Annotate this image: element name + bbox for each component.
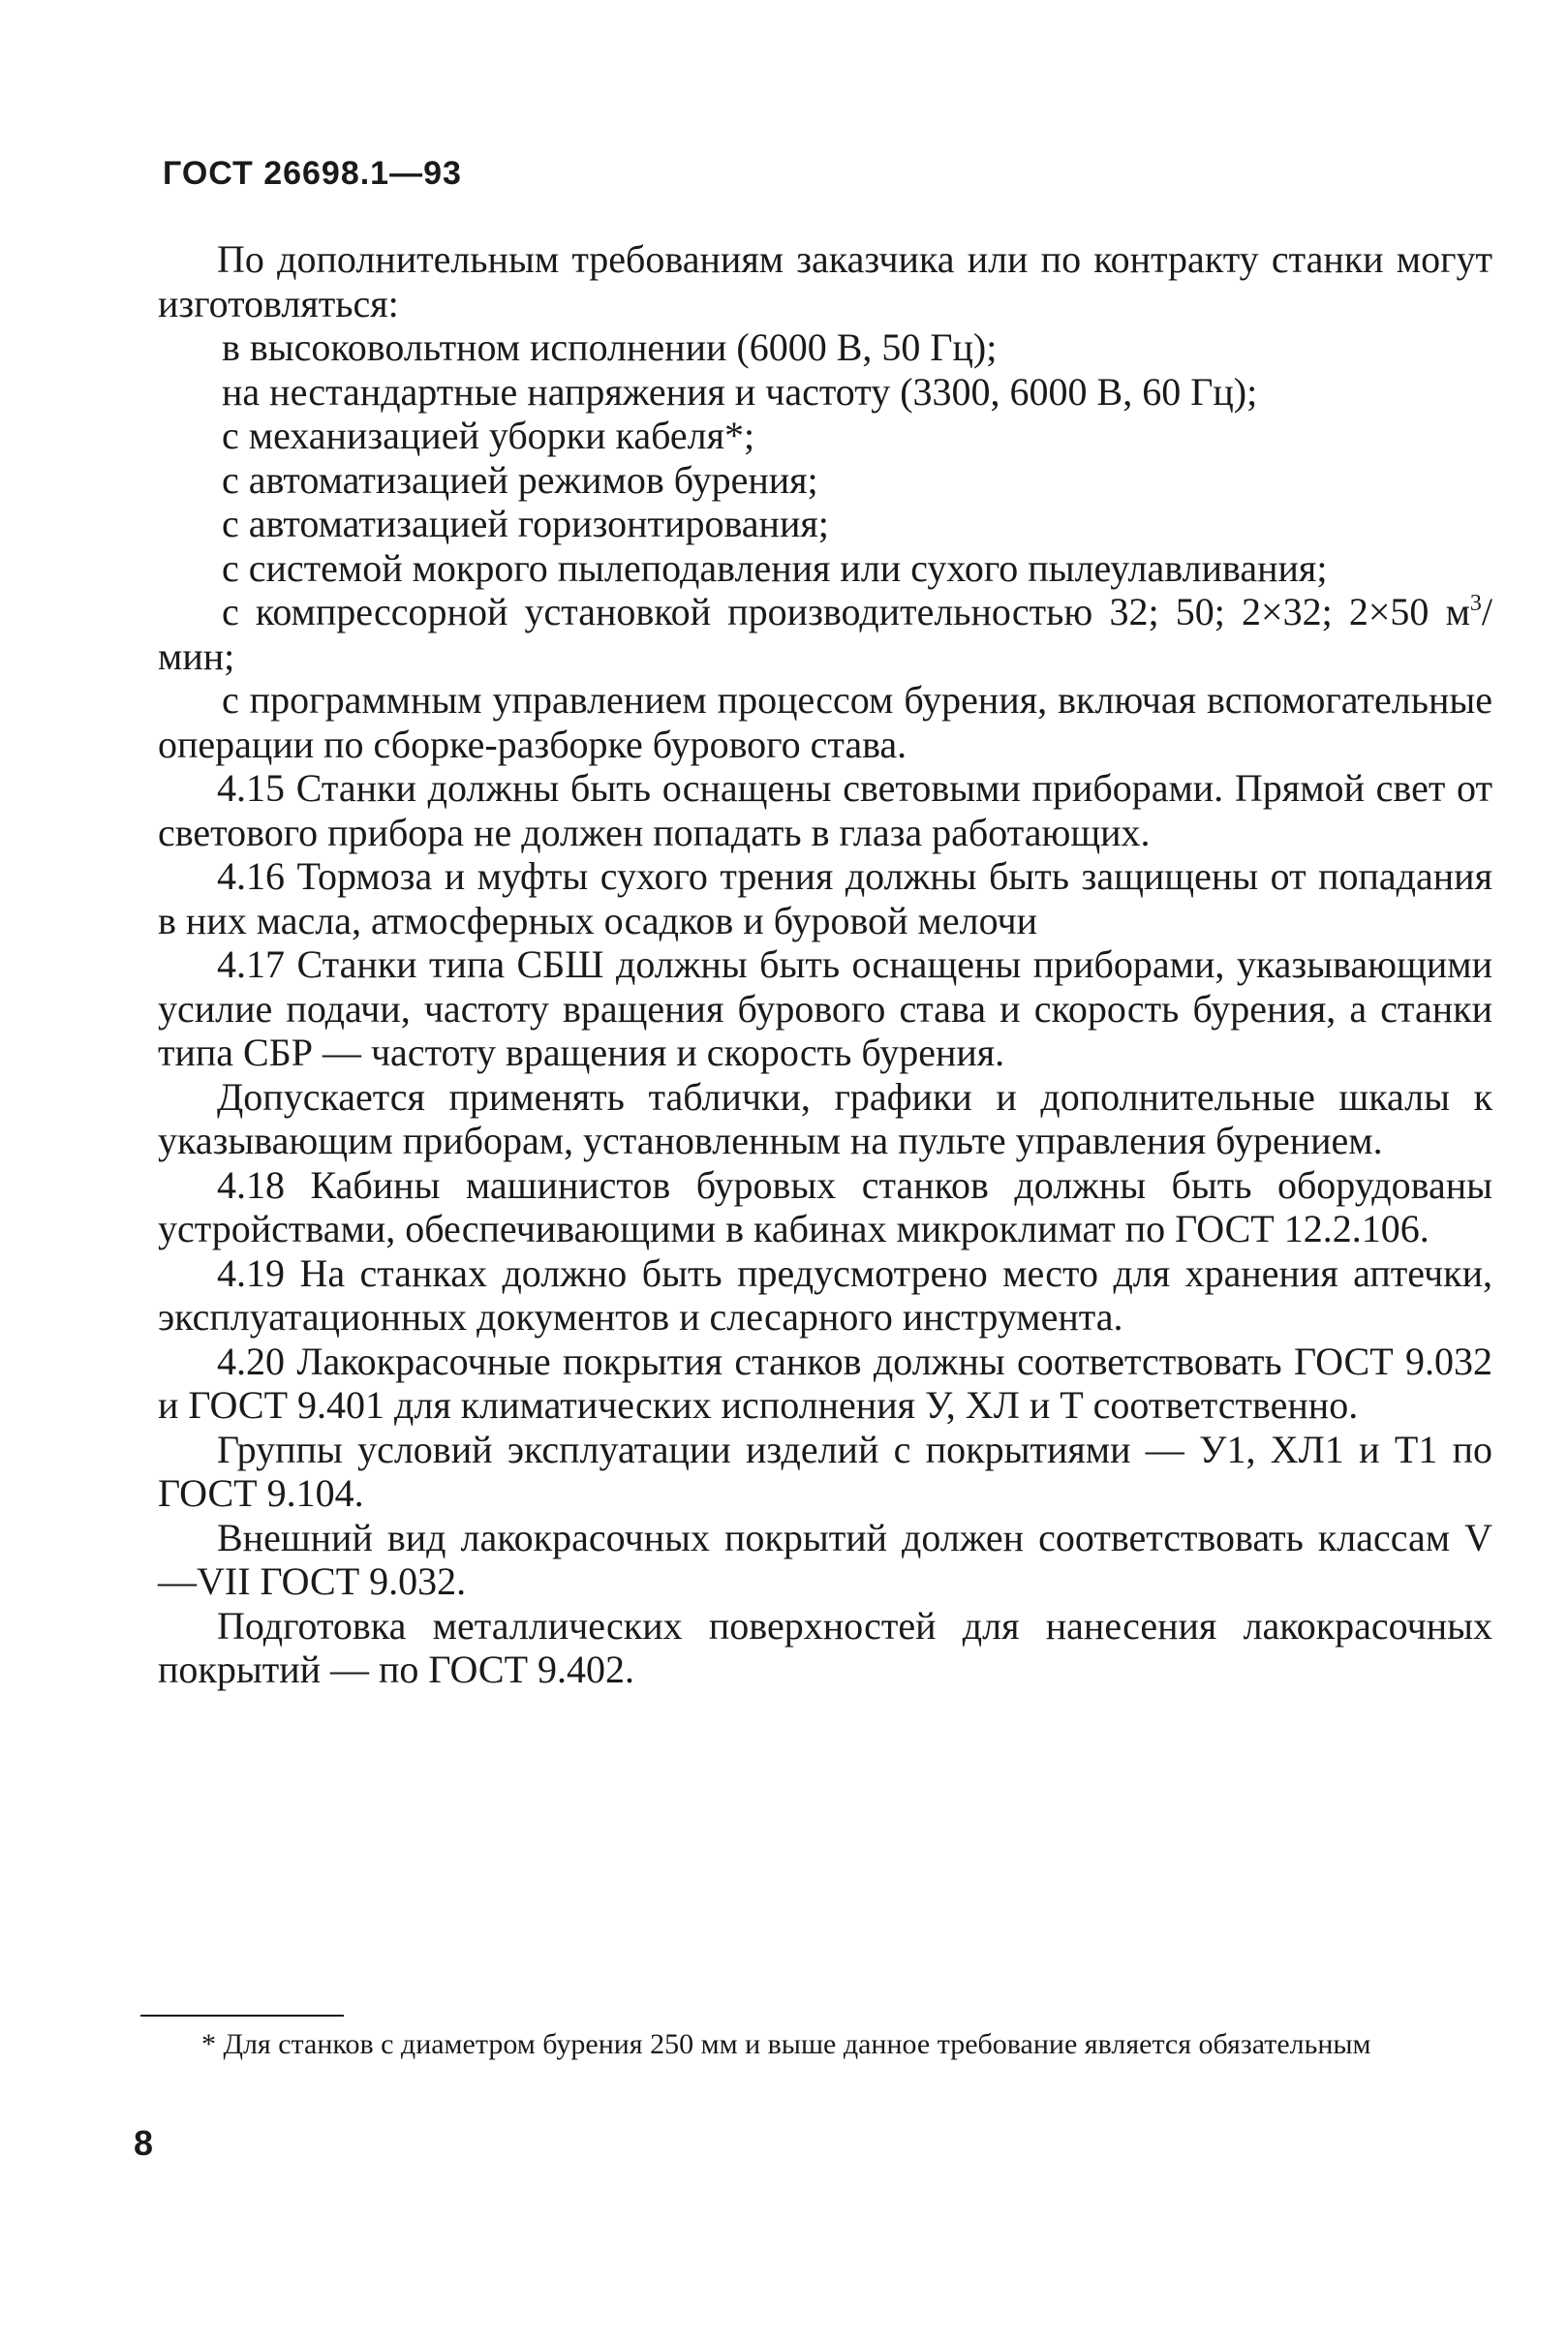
clause-4-18: 4.18 Кабины машинистов буровых станков должны быть оборудованы устройствами, обеспечивающими в кабинах микроклимат по ГОСТ 12.2.106. [158,1162,1492,1250]
clause-4-16: 4.16 Тормоза и муфты сухого трения должны быть защищены от попадания в них масла, атмосферных осадков и буровой мелочи [158,854,1492,942]
compressor-text: с компрессорной установкой производительностью 32; 50; 2×32; 2×50 м [222,590,1470,633]
clause-4-15: 4.15 Станки должны быть оснащены световыми приборами. Прямой свет от светового прибора не должен попадать в глаза работающих. [158,766,1492,854]
clause-4-17: 4.17 Станки типа СБШ должны быть оснащены приборами, указывающими усилие подачи, частоту вращения бурового става и скорость бурения, а станки типа СБР — частоту вращения и скорость бурения. [158,942,1492,1074]
intro-paragraph [158,237,1492,325]
document-body [158,237,1492,1692]
footnote-divider [140,2015,344,2017]
option-item-compressor [158,590,1492,678]
intro-text-a: По дополнительным требованиям заказчика или по контракту станки [217,237,1397,281]
intro-text-b: могут изготовляться: [158,237,1492,325]
clause-4-19: 4.19 На станках должно быть предусмотрено место для хранения аптечки, эксплуатационных документов и слесарного инструмента. [158,1250,1492,1339]
clause-4-17-note: Допускается применять таблички, графики и дополнительные шкалы к указывающим приборам, установленным на пульте управления бурением. [158,1074,1492,1162]
option-item: с автоматизацией горизонтирования; [222,502,829,545]
option-item: с программным управлением процессом бурения, включая вспомогательные операции по сборке-разборке бурового става. [158,678,1492,766]
page-number: 8 [134,2123,154,2163]
compressor-unit: /мин; [158,590,1492,678]
document-header: ГОСТ 26698.1—93 [163,155,462,192]
compressor-superscript: 3 [1469,591,1482,616]
clause-4-20-groups: Группы условий эксплуатации изделий с покрытиями — У1, ХЛ1 и Т1 по ГОСТ 9.104. [158,1427,1492,1515]
option-item: в высоковольтном исполнении (6000 В, 50 Гц); [222,325,998,369]
clause-4-20-preparation: Подготовка металлических поверхностей для нанесения лакокрасочных покрытий — по ГОСТ 9.402. [158,1603,1492,1691]
option-item: с системой мокрого пылеподавления или сухого пылеулавливания; [222,545,1328,590]
option-item: с механизацией уборки кабеля*; [222,414,755,457]
clause-4-20: 4.20 Лакокрасочные покрытия станков должны соответствовать ГОСТ 9.032 и ГОСТ 9.401 для климатических исполнения У, ХЛ и Т соответственно. [158,1339,1492,1427]
footnote: * Для станков с диаметром бурения 250 мм и выше данное требование является обязательным [201,2028,1371,2060]
clause-4-20-appearance: Внешний вид лакокрасочных покрытий должен соответствовать классам V—VII ГОСТ 9.032. [158,1515,1492,1603]
option-item: на нестандартные напряжения и частоту (3300, 6000 В, 60 Гц); [222,369,1258,414]
option-item: с автоматизацией режимов бурения; [222,457,818,502]
